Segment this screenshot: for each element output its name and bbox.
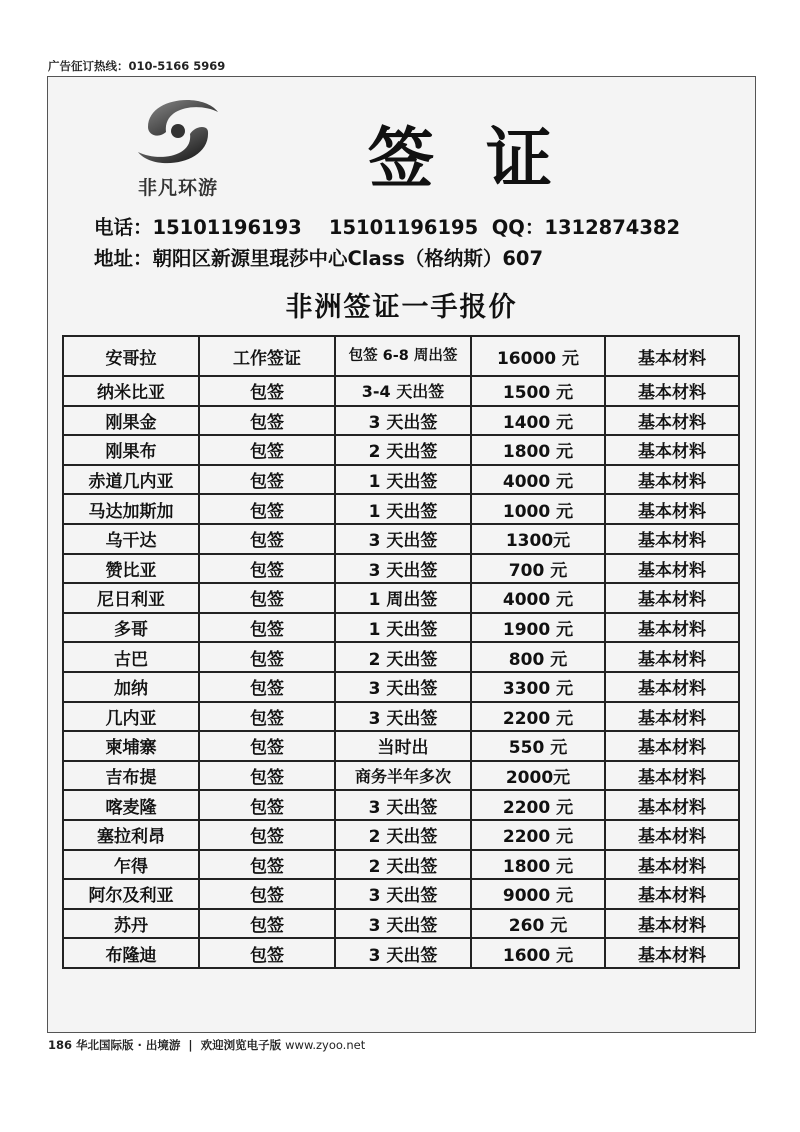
- processing-time-cell: 2 天出签: [335, 435, 471, 465]
- processing-time-cell: 1 天出签: [335, 494, 471, 524]
- table-row: [63, 702, 739, 732]
- processing-time-cell: 3 天出签: [335, 524, 471, 554]
- price-cell: 260 元: [471, 909, 605, 939]
- price-cell: 4000 元: [471, 465, 605, 495]
- visa-type-cell: 包签: [199, 465, 335, 495]
- price-cell: 3300 元: [471, 672, 605, 702]
- materials-cell: 基本材料: [605, 406, 739, 436]
- country-cell: 马达加斯加: [63, 494, 199, 524]
- processing-time-cell: 包签 6-8 周出签: [335, 336, 471, 376]
- table-row: [63, 938, 739, 968]
- table-row: [63, 879, 739, 909]
- materials-cell: 基本材料: [605, 672, 739, 702]
- price-cell: 1600 元: [471, 938, 605, 968]
- contact-phone: 电话：15101196193 15101196195 QQ：1312874382: [94, 216, 681, 239]
- table-row: [63, 731, 739, 761]
- visa-type-cell: 包签: [199, 583, 335, 613]
- price-cell: 1900 元: [471, 613, 605, 643]
- table-row: [63, 761, 739, 791]
- country-cell: 吉布提: [63, 761, 199, 791]
- footer-separator: |: [188, 1038, 193, 1052]
- table-row: [63, 613, 739, 643]
- country-cell: 尼日利亚: [63, 583, 199, 613]
- country-cell: 多哥: [63, 613, 199, 643]
- processing-time-cell: 商务半年多次: [335, 761, 471, 791]
- processing-time-cell: 3 天出签: [335, 672, 471, 702]
- price-cell: 1400 元: [471, 406, 605, 436]
- processing-time-cell: 1 天出签: [335, 613, 471, 643]
- contact-address: 地址：朝阳区新源里琨莎中心Class（格纳斯）607: [94, 247, 544, 270]
- visa-type-cell: 包签: [199, 406, 335, 436]
- materials-cell: 基本材料: [605, 761, 739, 791]
- page-title: 签证: [368, 120, 604, 197]
- table-row: [63, 850, 739, 880]
- page-footer: [48, 1037, 365, 1053]
- materials-cell: 基本材料: [605, 820, 739, 850]
- visa-type-cell: 包签: [199, 435, 335, 465]
- price-cell: 550 元: [471, 731, 605, 761]
- country-cell: 古巴: [63, 642, 199, 672]
- country-cell: 几内亚: [63, 702, 199, 732]
- country-cell: 乍得: [63, 850, 199, 880]
- price-cell: 16000 元: [471, 336, 605, 376]
- processing-time-cell: 1 周出签: [335, 583, 471, 613]
- country-cell: 安哥拉: [63, 336, 199, 376]
- country-cell: 苏丹: [63, 909, 199, 939]
- price-cell: 9000 元: [471, 879, 605, 909]
- country-cell: 乌干达: [63, 524, 199, 554]
- visa-type-cell: 包签: [199, 850, 335, 880]
- ad-hotline: 广告征订热线：010-5166 5969: [48, 59, 226, 73]
- footer-url[interactable]: www.zyoo.net: [285, 1038, 366, 1052]
- visa-type-cell: 包签: [199, 613, 335, 643]
- page-number: 186: [48, 1038, 73, 1052]
- visa-type-cell: 包签: [199, 672, 335, 702]
- processing-time-cell: 1 天出签: [335, 465, 471, 495]
- visa-type-cell: 包签: [199, 702, 335, 732]
- country-cell: 阿尔及利亚: [63, 879, 199, 909]
- materials-cell: 基本材料: [605, 465, 739, 495]
- price-cell: 700 元: [471, 554, 605, 584]
- visa-type-cell: 工作签证: [199, 336, 335, 376]
- visa-type-cell: 包签: [199, 790, 335, 820]
- subtitle: 非洲签证一手报价: [285, 292, 518, 323]
- table-row: [63, 583, 739, 613]
- price-cell: 1500 元: [471, 376, 605, 406]
- country-cell: 喀麦隆: [63, 790, 199, 820]
- country-cell: 塞拉利昂: [63, 820, 199, 850]
- processing-time-cell: 3 天出签: [335, 554, 471, 584]
- materials-cell: 基本材料: [605, 879, 739, 909]
- price-cell: 800 元: [471, 642, 605, 672]
- price-cell: 1300元: [471, 524, 605, 554]
- table-row: [63, 494, 739, 524]
- table-row: [63, 554, 739, 584]
- price-cell: 4000 元: [471, 583, 605, 613]
- price-cell: 1000 元: [471, 494, 605, 524]
- processing-time-cell: 3 天出签: [335, 702, 471, 732]
- price-cell: 2000元: [471, 761, 605, 791]
- country-cell: 布隆迪: [63, 938, 199, 968]
- processing-time-cell: 2 天出签: [335, 642, 471, 672]
- price-cell: 1800 元: [471, 435, 605, 465]
- country-cell: 刚果金: [63, 406, 199, 436]
- processing-time-cell: 3 天出签: [335, 406, 471, 436]
- processing-time-cell: 3 天出签: [335, 909, 471, 939]
- processing-time-cell: 3 天出签: [335, 938, 471, 968]
- materials-cell: 基本材料: [605, 554, 739, 584]
- table-row: [63, 672, 739, 702]
- visa-type-cell: 包签: [199, 554, 335, 584]
- visa-type-cell: 包签: [199, 820, 335, 850]
- visa-type-cell: 包签: [199, 494, 335, 524]
- visa-page: [47, 76, 756, 1033]
- country-cell: 纳米比亚: [63, 376, 199, 406]
- country-cell: 赤道几内亚: [63, 465, 199, 495]
- brand-logo: [118, 87, 238, 202]
- visa-type-cell: 包签: [199, 642, 335, 672]
- table-row: [63, 336, 739, 376]
- materials-cell: 基本材料: [605, 583, 739, 613]
- materials-cell: 基本材料: [605, 909, 739, 939]
- materials-cell: 基本材料: [605, 336, 739, 376]
- processing-time-cell: 2 天出签: [335, 850, 471, 880]
- processing-time-cell: 3-4 天出签: [335, 376, 471, 406]
- processing-time-cell: 3 天出签: [335, 879, 471, 909]
- visa-type-cell: 包签: [199, 879, 335, 909]
- visa-type-cell: 包签: [199, 731, 335, 761]
- processing-time-cell: 2 天出签: [335, 820, 471, 850]
- price-cell: 1800 元: [471, 850, 605, 880]
- table-row: [63, 406, 739, 436]
- visa-type-cell: 包签: [199, 761, 335, 791]
- materials-cell: 基本材料: [605, 850, 739, 880]
- country-cell: 柬埔寨: [63, 731, 199, 761]
- price-cell: 2200 元: [471, 820, 605, 850]
- materials-cell: 基本材料: [605, 494, 739, 524]
- table-row: [63, 376, 739, 406]
- table-row: [63, 524, 739, 554]
- country-cell: 赞比亚: [63, 554, 199, 584]
- processing-time-cell: 3 天出签: [335, 790, 471, 820]
- materials-cell: 基本材料: [605, 642, 739, 672]
- table-row: [63, 642, 739, 672]
- logo-text: 非凡环游: [137, 177, 218, 199]
- table-row: [63, 909, 739, 939]
- publication-name: 华北国际版 · 出境游: [76, 1038, 181, 1052]
- table-row: [63, 790, 739, 820]
- price-cell: 2200 元: [471, 702, 605, 732]
- materials-cell: 基本材料: [605, 435, 739, 465]
- visa-price-table: [62, 335, 740, 969]
- materials-cell: 基本材料: [605, 790, 739, 820]
- materials-cell: 基本材料: [605, 376, 739, 406]
- logo-swirl-icon: [118, 87, 238, 177]
- table-row: [63, 435, 739, 465]
- materials-cell: 基本材料: [605, 613, 739, 643]
- table-row: [63, 465, 739, 495]
- materials-cell: 基本材料: [605, 731, 739, 761]
- footer-promo: 欢迎浏览电子版: [200, 1038, 282, 1052]
- visa-type-cell: 包签: [199, 909, 335, 939]
- country-cell: 加纳: [63, 672, 199, 702]
- materials-cell: 基本材料: [605, 524, 739, 554]
- table-row: [63, 820, 739, 850]
- processing-time-cell: 当时出: [335, 731, 471, 761]
- price-cell: 2200 元: [471, 790, 605, 820]
- visa-type-cell: 包签: [199, 938, 335, 968]
- country-cell: 刚果布: [63, 435, 199, 465]
- materials-cell: 基本材料: [605, 702, 739, 732]
- visa-type-cell: 包签: [199, 524, 335, 554]
- materials-cell: 基本材料: [605, 938, 739, 968]
- visa-type-cell: 包签: [199, 376, 335, 406]
